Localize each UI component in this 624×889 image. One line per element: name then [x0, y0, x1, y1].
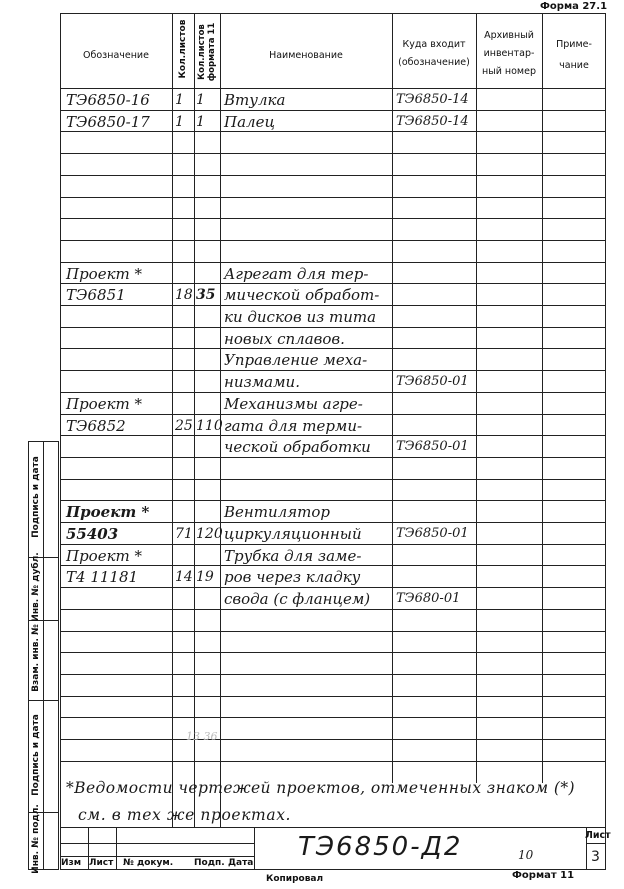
row-rule — [60, 327, 606, 328]
row-name: циркуляционный — [224, 525, 362, 543]
row-name: ров через кладку — [224, 568, 361, 586]
row-rule — [60, 197, 606, 198]
row-rule — [60, 652, 606, 653]
row-rule — [60, 631, 606, 632]
row-sheets: 1 — [175, 114, 184, 130]
row-sheets-format: 1 — [196, 114, 205, 130]
row-rule — [60, 110, 606, 111]
row-rule — [60, 500, 606, 501]
row-rule — [60, 370, 606, 371]
row-sheets-format: 19 — [196, 569, 214, 585]
row-designation: Проект * — [66, 503, 150, 521]
row-rule — [60, 717, 606, 718]
row-rule — [60, 587, 606, 588]
header-sheets-format: Кол.листов формата 11 — [197, 22, 217, 82]
col-line-2 — [194, 13, 195, 827]
col-line-6 — [542, 13, 543, 783]
row-rule — [60, 739, 606, 740]
row-rule — [60, 696, 606, 697]
row-name: мической обработ- — [224, 286, 380, 304]
row-name: Трубка для заме- — [224, 547, 362, 565]
margin-vzam-inv: Взам. инв. № — [31, 624, 41, 692]
format-label: Формат 11 — [512, 870, 575, 881]
footnote-line-2: см. в тех же проектах. — [78, 806, 292, 824]
row-rule — [60, 565, 606, 566]
col-line-1 — [172, 13, 173, 827]
row-name: Механизмы агре- — [224, 395, 363, 413]
header-archive-2: инвентар- — [483, 48, 535, 59]
row-rule — [60, 283, 606, 284]
row-designation: ТЭ6851 — [66, 286, 126, 304]
row-designation: Т4 11181 — [66, 568, 139, 586]
row-sheets: 25 — [175, 418, 193, 434]
row-designation: Проект * — [66, 395, 143, 413]
tb-doc-no: № докум. — [123, 858, 174, 868]
header-archive-1: Архивный — [484, 30, 534, 41]
row-rule — [60, 392, 606, 393]
sheet-label: Лист — [585, 830, 611, 841]
row-name: Управление меха- — [224, 351, 368, 369]
tb-line-2 — [116, 827, 117, 870]
row-rule — [60, 479, 606, 480]
row-rule — [60, 414, 606, 415]
row-entry: ТЭ680-01 — [396, 591, 461, 606]
margin-sign-date-1: Подпись и дата — [31, 456, 41, 538]
row-rule — [60, 153, 606, 154]
row-name: ческой обработки — [224, 438, 371, 456]
header-note-2: чание — [559, 60, 589, 71]
row-designation: ТЭ6852 — [66, 417, 126, 435]
copied-label: Копировал — [266, 874, 324, 884]
footnote-line-1: *Ведомости чертежей проектов, отмеченных знаком (*) — [66, 779, 575, 797]
header-archive-3: ный номер — [482, 66, 536, 77]
sheet-number: 3 — [591, 849, 600, 865]
title-block-row — [60, 856, 254, 857]
row-rule — [60, 761, 606, 762]
margin-sign-date-2: Подпись и дата — [31, 714, 41, 796]
tb-izm: Изм — [61, 858, 82, 868]
row-designation: ТЭ6850-17 — [66, 113, 150, 131]
row-sheets-format: 1 — [196, 92, 205, 108]
row-sheets: 1 — [175, 92, 184, 108]
row-sheets: 71 — [175, 526, 193, 542]
col-line-5 — [476, 13, 477, 783]
row-rule — [60, 131, 606, 132]
doc-suffix: 10 — [518, 848, 534, 862]
row-rule — [60, 262, 606, 263]
row-name: Вентилятор — [224, 503, 331, 521]
header-note-1: Приме- — [556, 39, 592, 50]
row-name: новых сплавов. — [224, 330, 345, 348]
row-sheets-format: 110 — [196, 418, 223, 434]
row-name: Втулка — [224, 91, 286, 109]
header-designation: Обозначение — [83, 50, 149, 61]
row-rule — [60, 435, 606, 436]
header-name: Наименование — [269, 50, 343, 61]
col-line-4 — [392, 13, 393, 783]
row-rule — [60, 240, 606, 241]
form-label: Форма 27.1 — [540, 1, 608, 12]
sheet-cell-rule — [586, 843, 606, 844]
header-entry-2: (обозначение) — [398, 57, 470, 68]
row-designation: ТЭ6850-16 — [66, 91, 150, 109]
faint-mark: 13 36 — [186, 730, 218, 743]
tb-date: Дата — [228, 858, 254, 868]
margin-inv-podl: Инв. № подл. — [31, 804, 41, 874]
row-designation: 55403 — [66, 525, 119, 543]
row-designation: Проект * — [66, 547, 143, 565]
row-rule — [60, 609, 606, 610]
doc-code: ТЭ6850-Д2 — [298, 832, 463, 862]
row-name: свода (с фланцем) — [224, 590, 371, 608]
row-rule — [60, 348, 606, 349]
row-entry: ТЭ6850-14 — [396, 92, 469, 107]
row-rule — [60, 305, 606, 306]
tb-list: Лист — [89, 858, 114, 868]
title-block-mid — [60, 843, 254, 844]
row-name: Агрегат для тер- — [224, 265, 369, 283]
header-rule — [60, 88, 606, 89]
header-sheets: Кол.листов — [178, 19, 188, 79]
row-sheets-format: 120 — [196, 526, 223, 542]
tb-line-3 — [254, 827, 255, 870]
row-entry: ТЭ6850-01 — [396, 526, 469, 541]
margin-inv-dubl: Инв. № дубл. — [31, 552, 41, 622]
stamp-inner-line — [43, 441, 44, 870]
row-sheets-format: 35 — [196, 287, 216, 303]
row-rule — [60, 457, 606, 458]
row-entry: ТЭ6850-14 — [396, 114, 469, 129]
row-entry: ТЭ6850-01 — [396, 439, 469, 454]
row-sheets: 14 — [175, 569, 193, 585]
tb-sign: Подп. — [194, 858, 225, 868]
row-designation: Проект * — [66, 265, 143, 283]
row-rule — [60, 544, 606, 545]
row-rule — [60, 674, 606, 675]
row-entry: ТЭ6850-01 — [396, 374, 469, 389]
row-name: ки дисков из тита — [224, 308, 377, 326]
header-entry-1: Куда входит — [402, 39, 466, 50]
row-rule — [60, 218, 606, 219]
row-rule — [60, 175, 606, 176]
row-name: низмами. — [224, 373, 300, 391]
row-name: гата для терми- — [224, 417, 363, 435]
row-name: Палец — [224, 113, 275, 131]
row-sheets: 18 — [175, 287, 193, 303]
row-rule — [60, 522, 606, 523]
title-block-top — [60, 827, 606, 828]
